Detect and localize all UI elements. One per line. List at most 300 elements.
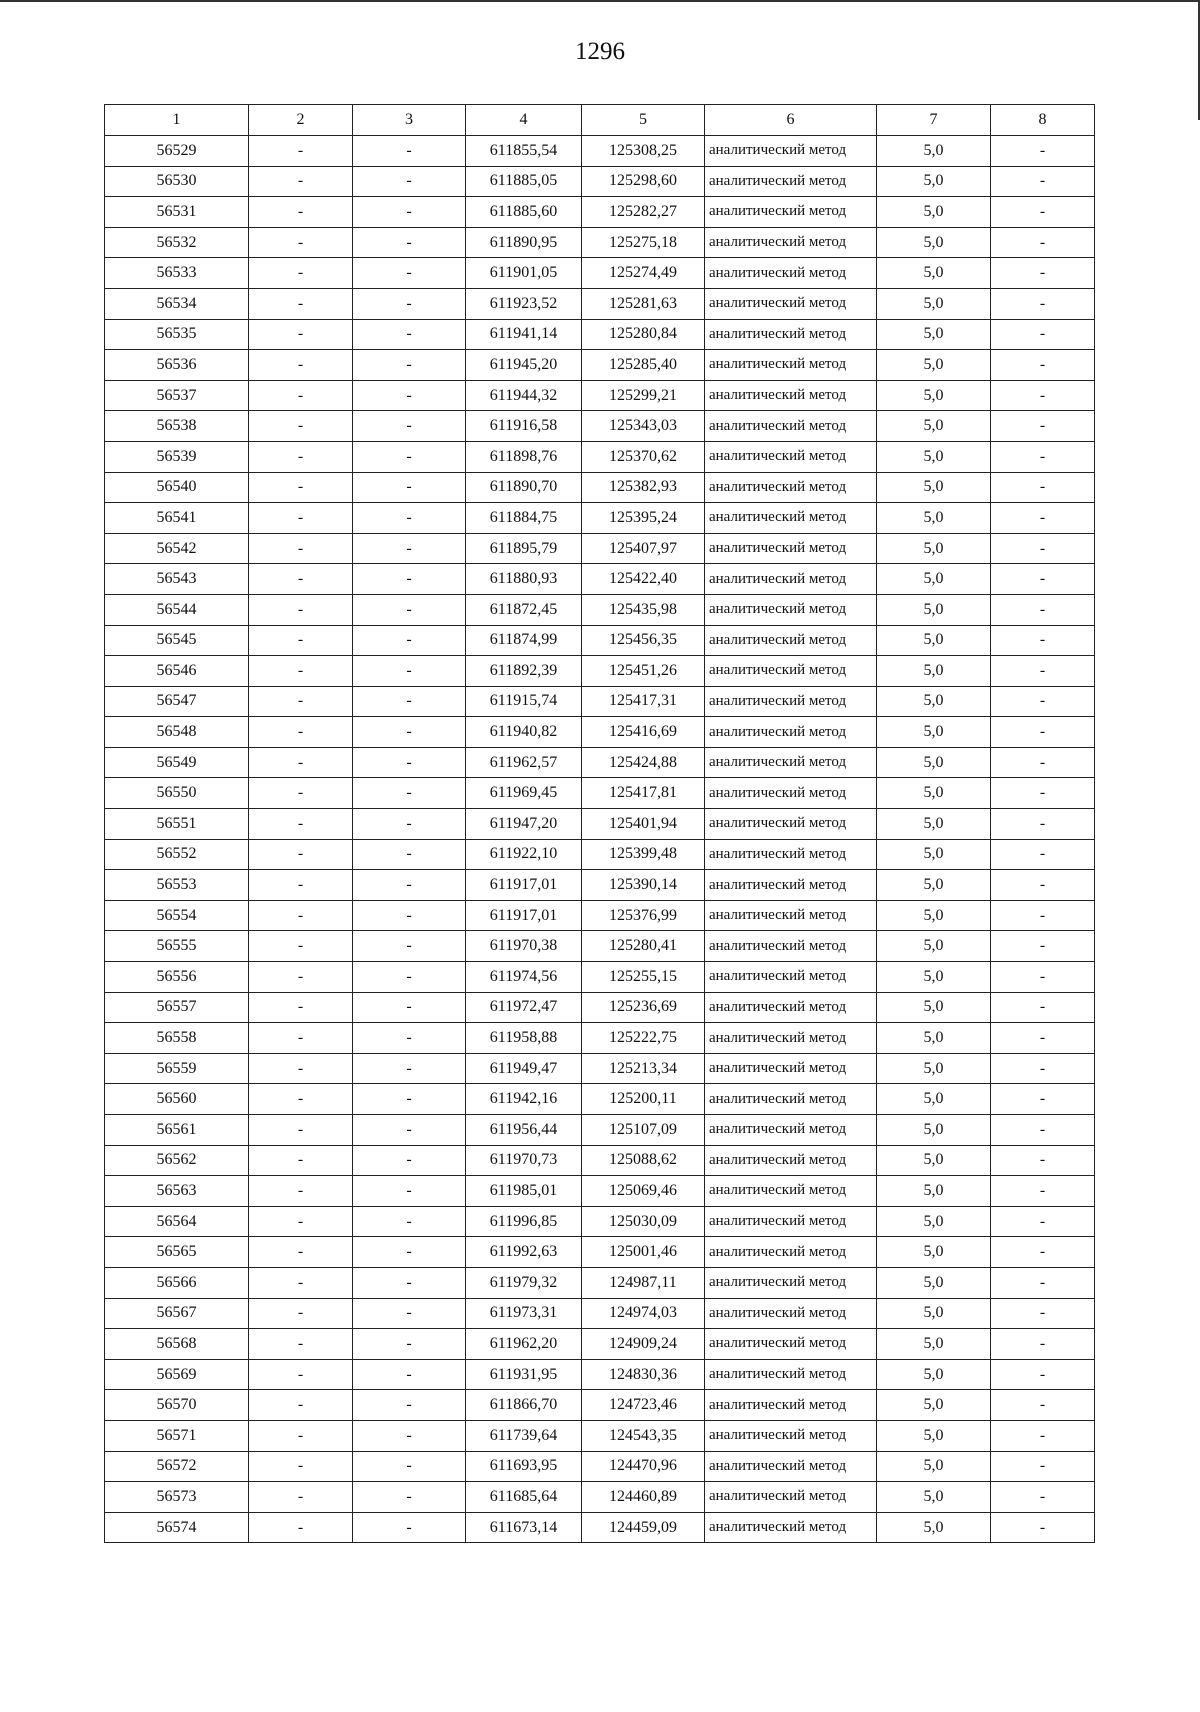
x-coordinate-cell: 611892,39 [466,656,582,687]
col3-cell: - [353,625,466,656]
x-coordinate-cell: 611972,47 [466,992,582,1023]
method-cell: аналитический метод [705,441,877,472]
y-coordinate-cell: 125107,09 [582,1115,705,1146]
method-cell: аналитический метод [705,288,877,319]
x-coordinate-cell: 611923,52 [466,288,582,319]
table-row [105,288,1095,319]
col2-cell: - [249,625,353,656]
method-cell: аналитический метод [705,1512,877,1543]
method-cell: аналитический метод [705,594,877,625]
table-row [105,1451,1095,1482]
table-row [105,1329,1095,1360]
method-cell: аналитический метод [705,136,877,167]
col3-cell: - [353,288,466,319]
header-cell: 5 [582,105,705,136]
y-coordinate-cell: 125390,14 [582,870,705,901]
accuracy-cell: 5,0 [877,931,991,962]
method-cell: аналитический метод [705,809,877,840]
accuracy-cell: 5,0 [877,778,991,809]
col3-cell: - [353,1176,466,1207]
x-coordinate-cell: 611885,05 [466,166,582,197]
method-cell: аналитический метод [705,1053,877,1084]
x-coordinate-cell: 611898,76 [466,441,582,472]
header-cell: 6 [705,105,877,136]
x-coordinate-cell: 611996,85 [466,1206,582,1237]
point-number-cell: 56530 [105,166,249,197]
method-cell: аналитический метод [705,870,877,901]
x-coordinate-cell: 611940,82 [466,717,582,748]
accuracy-cell: 5,0 [877,227,991,258]
table-row [105,564,1095,595]
col3-cell: - [353,1023,466,1054]
point-number-cell: 56538 [105,411,249,442]
col3-cell: - [353,197,466,228]
col3-cell: - [353,1206,466,1237]
method-cell: аналитический метод [705,380,877,411]
table-row [105,1512,1095,1543]
accuracy-cell: 5,0 [877,380,991,411]
col3-cell: - [353,1451,466,1482]
col8-cell: - [991,288,1095,319]
col2-cell: - [249,503,353,534]
x-coordinate-cell: 611958,88 [466,1023,582,1054]
x-coordinate-cell: 611872,45 [466,594,582,625]
x-coordinate-cell: 611884,75 [466,503,582,534]
col8-cell: - [991,166,1095,197]
y-coordinate-cell: 125001,46 [582,1237,705,1268]
col8-cell: - [991,1023,1095,1054]
y-coordinate-cell: 124543,35 [582,1420,705,1451]
point-number-cell: 56543 [105,564,249,595]
accuracy-cell: 5,0 [877,1023,991,1054]
table-row [105,197,1095,228]
point-number-cell: 56555 [105,931,249,962]
col2-cell: - [249,533,353,564]
col2-cell: - [249,319,353,350]
col2-cell: - [249,1267,353,1298]
accuracy-cell: 5,0 [877,1237,991,1268]
col3-cell: - [353,1512,466,1543]
method-cell: аналитический метод [705,1084,877,1115]
col8-cell: - [991,441,1095,472]
col8-cell: - [991,870,1095,901]
method-cell: аналитический метод [705,992,877,1023]
table-row [105,1420,1095,1451]
col2-cell: - [249,1451,353,1482]
point-number-cell: 56531 [105,197,249,228]
col8-cell: - [991,962,1095,993]
table-row [105,441,1095,472]
point-number-cell: 56549 [105,747,249,778]
col8-cell: - [991,1053,1095,1084]
point-number-cell: 56534 [105,288,249,319]
col3-cell: - [353,319,466,350]
table-row [105,1206,1095,1237]
col8-cell: - [991,1390,1095,1421]
table-row [105,136,1095,167]
table-row [105,227,1095,258]
y-coordinate-cell: 125274,49 [582,258,705,289]
col3-cell: - [353,411,466,442]
col8-cell: - [991,411,1095,442]
col2-cell: - [249,197,353,228]
col8-cell: - [991,258,1095,289]
point-number-cell: 56554 [105,900,249,931]
accuracy-cell: 5,0 [877,809,991,840]
col3-cell: - [353,258,466,289]
point-number-cell: 56545 [105,625,249,656]
method-cell: аналитический метод [705,717,877,748]
table-row [105,1267,1095,1298]
method-cell: аналитический метод [705,656,877,687]
y-coordinate-cell: 125298,60 [582,166,705,197]
col8-cell: - [991,747,1095,778]
x-coordinate-cell: 611962,20 [466,1329,582,1360]
y-coordinate-cell: 125030,09 [582,1206,705,1237]
point-number-cell: 56567 [105,1298,249,1329]
method-cell: аналитический метод [705,1390,877,1421]
point-number-cell: 56557 [105,992,249,1023]
col2-cell: - [249,1206,353,1237]
col3-cell: - [353,166,466,197]
col3-cell: - [353,962,466,993]
point-number-cell: 56571 [105,1420,249,1451]
accuracy-cell: 5,0 [877,992,991,1023]
method-cell: аналитический метод [705,1329,877,1360]
x-coordinate-cell: 611970,73 [466,1145,582,1176]
table-row [105,1298,1095,1329]
col8-cell: - [991,503,1095,534]
table-row [105,992,1095,1023]
point-number-cell: 56541 [105,503,249,534]
accuracy-cell: 5,0 [877,441,991,472]
method-cell: аналитический метод [705,900,877,931]
x-coordinate-cell: 611885,60 [466,197,582,228]
col3-cell: - [353,1237,466,1268]
col8-cell: - [991,717,1095,748]
y-coordinate-cell: 125456,35 [582,625,705,656]
method-cell: аналитический метод [705,625,877,656]
method-cell: аналитический метод [705,227,877,258]
method-cell: аналитический метод [705,1145,877,1176]
col8-cell: - [991,1115,1095,1146]
accuracy-cell: 5,0 [877,1512,991,1543]
col2-cell: - [249,1420,353,1451]
y-coordinate-cell: 125255,15 [582,962,705,993]
method-cell: аналитический метод [705,1451,877,1482]
col8-cell: - [991,1482,1095,1513]
col2-cell: - [249,1512,353,1543]
col2-cell: - [249,227,353,258]
y-coordinate-cell: 125285,40 [582,350,705,381]
y-coordinate-cell: 125200,11 [582,1084,705,1115]
x-coordinate-cell: 611693,95 [466,1451,582,1482]
x-coordinate-cell: 611673,14 [466,1512,582,1543]
y-coordinate-cell: 125435,98 [582,594,705,625]
accuracy-cell: 5,0 [877,1451,991,1482]
x-coordinate-cell: 611917,01 [466,900,582,931]
y-coordinate-cell: 125370,62 [582,441,705,472]
col3-cell: - [353,1482,466,1513]
col2-cell: - [249,136,353,167]
accuracy-cell: 5,0 [877,319,991,350]
y-coordinate-cell: 125280,84 [582,319,705,350]
table-row [105,778,1095,809]
accuracy-cell: 5,0 [877,258,991,289]
x-coordinate-cell: 611739,64 [466,1420,582,1451]
col8-cell: - [991,1176,1095,1207]
col2-cell: - [249,441,353,472]
col3-cell: - [353,136,466,167]
y-coordinate-cell: 124987,11 [582,1267,705,1298]
col8-cell: - [991,1329,1095,1360]
table-row [105,1145,1095,1176]
y-coordinate-cell: 125088,62 [582,1145,705,1176]
accuracy-cell: 5,0 [877,136,991,167]
point-number-cell: 56536 [105,350,249,381]
col2-cell: - [249,900,353,931]
y-coordinate-cell: 125395,24 [582,503,705,534]
point-number-cell: 56540 [105,472,249,503]
col3-cell: - [353,809,466,840]
y-coordinate-cell: 125236,69 [582,992,705,1023]
method-cell: аналитический метод [705,1176,877,1207]
accuracy-cell: 5,0 [877,1145,991,1176]
x-coordinate-cell: 611915,74 [466,686,582,717]
col2-cell: - [249,839,353,870]
table-row [105,717,1095,748]
x-coordinate-cell: 611944,32 [466,380,582,411]
col2-cell: - [249,717,353,748]
accuracy-cell: 5,0 [877,686,991,717]
accuracy-cell: 5,0 [877,1390,991,1421]
point-number-cell: 56562 [105,1145,249,1176]
point-number-cell: 56532 [105,227,249,258]
col2-cell: - [249,288,353,319]
col2-cell: - [249,258,353,289]
x-coordinate-cell: 611974,56 [466,962,582,993]
col2-cell: - [249,1390,353,1421]
table-row [105,594,1095,625]
col3-cell: - [353,594,466,625]
table-row [105,1482,1095,1513]
header-cell: 8 [991,105,1095,136]
x-coordinate-cell: 611866,70 [466,1390,582,1421]
x-coordinate-cell: 611941,14 [466,319,582,350]
x-coordinate-cell: 611874,99 [466,625,582,656]
col2-cell: - [249,747,353,778]
table-row [105,1115,1095,1146]
col2-cell: - [249,1053,353,1084]
point-number-cell: 56544 [105,594,249,625]
col2-cell: - [249,809,353,840]
point-number-cell: 56533 [105,258,249,289]
point-number-cell: 56559 [105,1053,249,1084]
accuracy-cell: 5,0 [877,564,991,595]
method-cell: аналитический метод [705,258,877,289]
accuracy-cell: 5,0 [877,747,991,778]
x-coordinate-cell: 611880,93 [466,564,582,595]
col8-cell: - [991,319,1095,350]
method-cell: аналитический метод [705,319,877,350]
point-number-cell: 56560 [105,1084,249,1115]
col3-cell: - [353,870,466,901]
col2-cell: - [249,870,353,901]
table-row [105,472,1095,503]
y-coordinate-cell: 125280,41 [582,931,705,962]
method-cell: аналитический метод [705,197,877,228]
x-coordinate-cell: 611890,95 [466,227,582,258]
col3-cell: - [353,564,466,595]
method-cell: аналитический метод [705,166,877,197]
accuracy-cell: 5,0 [877,594,991,625]
col3-cell: - [353,227,466,258]
point-number-cell: 56542 [105,533,249,564]
col3-cell: - [353,931,466,962]
col3-cell: - [353,1298,466,1329]
y-coordinate-cell: 125376,99 [582,900,705,931]
accuracy-cell: 5,0 [877,1267,991,1298]
method-cell: аналитический метод [705,1298,877,1329]
accuracy-cell: 5,0 [877,839,991,870]
method-cell: аналитический метод [705,350,877,381]
col3-cell: - [353,1145,466,1176]
point-number-cell: 56566 [105,1267,249,1298]
y-coordinate-cell: 125401,94 [582,809,705,840]
method-cell: аналитический метод [705,533,877,564]
col2-cell: - [249,1237,353,1268]
col3-cell: - [353,839,466,870]
col3-cell: - [353,441,466,472]
point-number-cell: 56547 [105,686,249,717]
col8-cell: - [991,1298,1095,1329]
point-number-cell: 56570 [105,1390,249,1421]
col3-cell: - [353,717,466,748]
x-coordinate-cell: 611895,79 [466,533,582,564]
col8-cell: - [991,1084,1095,1115]
col3-cell: - [353,380,466,411]
method-cell: аналитический метод [705,472,877,503]
table-row [105,870,1095,901]
point-number-cell: 56574 [105,1512,249,1543]
col2-cell: - [249,350,353,381]
x-coordinate-cell: 611973,31 [466,1298,582,1329]
y-coordinate-cell: 124459,09 [582,1512,705,1543]
col3-cell: - [353,1053,466,1084]
table-row [105,1359,1095,1390]
point-number-cell: 56558 [105,1023,249,1054]
accuracy-cell: 5,0 [877,1176,991,1207]
col8-cell: - [991,809,1095,840]
col3-cell: - [353,1329,466,1360]
method-cell: аналитический метод [705,1420,877,1451]
col8-cell: - [991,380,1095,411]
y-coordinate-cell: 125282,27 [582,197,705,228]
point-number-cell: 56552 [105,839,249,870]
col2-cell: - [249,1329,353,1360]
y-coordinate-cell: 124830,36 [582,1359,705,1390]
col3-cell: - [353,900,466,931]
col2-cell: - [249,380,353,411]
table-row [105,1084,1095,1115]
col2-cell: - [249,1482,353,1513]
x-coordinate-cell: 611901,05 [466,258,582,289]
col2-cell: - [249,962,353,993]
method-cell: аналитический метод [705,962,877,993]
table-row [105,533,1095,564]
col3-cell: - [353,1390,466,1421]
x-coordinate-cell: 611962,57 [466,747,582,778]
accuracy-cell: 5,0 [877,1420,991,1451]
point-number-cell: 56573 [105,1482,249,1513]
method-cell: аналитический метод [705,1237,877,1268]
table-row [105,839,1095,870]
accuracy-cell: 5,0 [877,1115,991,1146]
x-coordinate-cell: 611992,63 [466,1237,582,1268]
y-coordinate-cell: 125343,03 [582,411,705,442]
x-coordinate-cell: 611931,95 [466,1359,582,1390]
x-coordinate-cell: 611945,20 [466,350,582,381]
col8-cell: - [991,686,1095,717]
method-cell: аналитический метод [705,747,877,778]
accuracy-cell: 5,0 [877,1298,991,1329]
accuracy-cell: 5,0 [877,350,991,381]
x-coordinate-cell: 611942,16 [466,1084,582,1115]
col2-cell: - [249,472,353,503]
accuracy-cell: 5,0 [877,1084,991,1115]
point-number-cell: 56550 [105,778,249,809]
method-cell: аналитический метод [705,839,877,870]
y-coordinate-cell: 125407,97 [582,533,705,564]
table-row [105,1176,1095,1207]
table-row [105,656,1095,687]
col3-cell: - [353,992,466,1023]
col3-cell: - [353,1420,466,1451]
point-number-cell: 56569 [105,1359,249,1390]
y-coordinate-cell: 124974,03 [582,1298,705,1329]
table-row [105,1237,1095,1268]
table-row [105,319,1095,350]
header-cell: 4 [466,105,582,136]
y-coordinate-cell: 125275,18 [582,227,705,258]
accuracy-cell: 5,0 [877,197,991,228]
y-coordinate-cell: 125424,88 [582,747,705,778]
table-row [105,380,1095,411]
col3-cell: - [353,350,466,381]
table-row [105,809,1095,840]
table-row [105,166,1095,197]
header-cell: 1 [105,105,249,136]
x-coordinate-cell: 611685,64 [466,1482,582,1513]
y-coordinate-cell: 125417,31 [582,686,705,717]
col3-cell: - [353,472,466,503]
col8-cell: - [991,1451,1095,1482]
point-number-cell: 56553 [105,870,249,901]
col3-cell: - [353,503,466,534]
x-coordinate-cell: 611922,10 [466,839,582,870]
point-number-cell: 56568 [105,1329,249,1360]
header-cell: 2 [249,105,353,136]
table-row [105,1390,1095,1421]
col8-cell: - [991,197,1095,228]
coordinates-table [104,104,1095,1543]
point-number-cell: 56565 [105,1237,249,1268]
accuracy-cell: 5,0 [877,288,991,319]
point-number-cell: 56535 [105,319,249,350]
page-number: 1296 [575,38,625,65]
col3-cell: - [353,1084,466,1115]
y-coordinate-cell: 125308,25 [582,136,705,167]
